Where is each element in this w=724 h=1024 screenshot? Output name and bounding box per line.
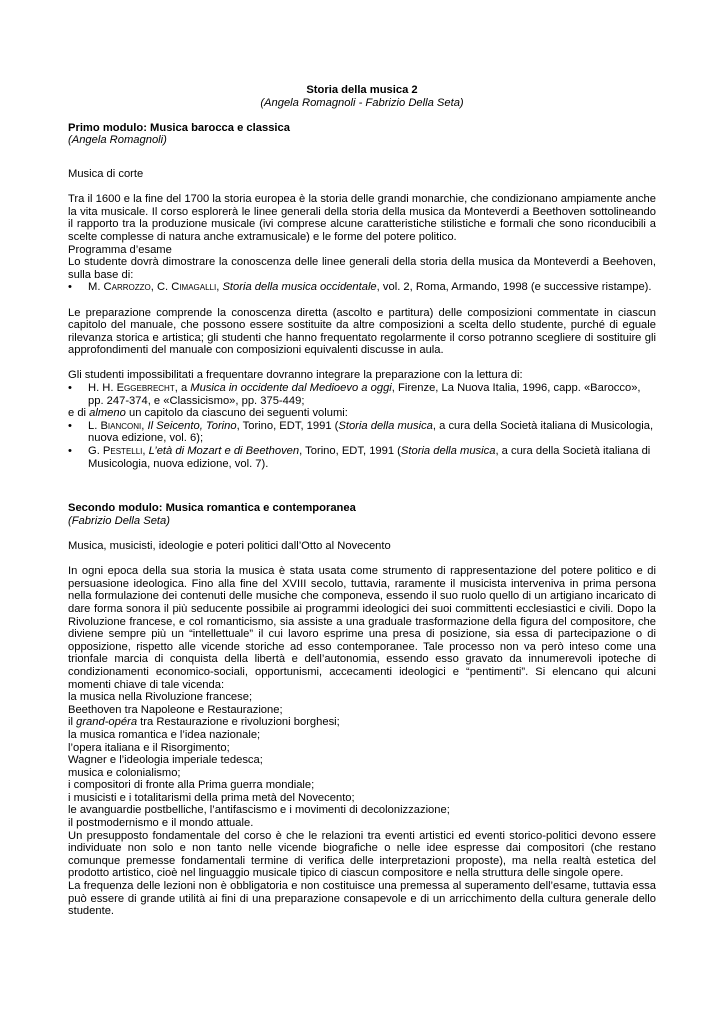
list-item: le avanguardie postbelliche, l’antifascismo e i movimenti di decolonizzazione; <box>68 804 450 817</box>
bullet-icon: • <box>68 419 72 432</box>
bibliography-item: • M. Carrozzo, C. Cimagalli, Storia della musica occidentale, vol. 2, Roma, Armando, 1998 (e successive ristampe). <box>68 281 652 294</box>
exam-text: Lo studente dovrà dimostrare la conoscenza delle linee generali della storia della musica da Monteverdi a Beehoven, sulla base di: <box>68 256 656 281</box>
bullet-icon: • <box>68 382 72 395</box>
bib-title: L’età di Mozart e di Beethoven <box>148 445 300 458</box>
module2-teacher: (Fabrizio Della Seta) <box>68 514 170 527</box>
preparation-text: Le preparazione comprende la conoscenza diretta (ascolto e partitura) delle composizioni commentate in ciascun capitolo del manuale, che possono essere sostituite da altre composizioni a scelta dello studente, purché di eguale rilevanza storica e artistica; gli studenti che hanno frequentato regolarmente il corso potranno scegliere di sostituire gli approfondimenti del manuale con composizioni equivalenti discusse in aula. <box>68 306 656 357</box>
bib-details: , a cura della Società italiana di Musicologia, nuova edizione, vol. 6); <box>88 419 654 445</box>
module1-heading: Primo modulo: Musica barocca e classica <box>68 121 290 134</box>
module1-intro: Tra il 1600 e la fine del 1700 la storia europea è la storia delle grandi monarchie, che condizionano ampiamente anche la vita musicale. Il corso esplorerà le linee generali della storia della musica da Monteverdi a Beethoven sottolineando il rapporto tra la produzione musicale (ivi comprese alcune caratteristiche stilistiche e formali che sono riconducibili a scelte complesse di natura anche extramusicale) e le forme del potere politico. <box>68 193 656 243</box>
bibliography-item: • L. Bianconi, Il Seicento, Torino, Torino, EDT, 1991 (Storia della musica, a cura della Società italiana di Musicologia, nuova edizione, vol. 6); <box>68 419 654 445</box>
bib-series: Storia della musica <box>338 419 433 432</box>
module2-heading: Secondo modulo: Musica romantica e contemporanea <box>68 502 356 515</box>
nonattending-text: Gli studenti impossibilitati a frequentare dovranno integrare la preparazione con la lettura di: <box>68 369 523 382</box>
bib-title: Storia della musica occidentale <box>222 281 377 294</box>
bib-details: , a cura della Società italiana di Musicologia, nuova edizione, vol. 7). <box>88 445 651 470</box>
document-page <box>68 84 656 918</box>
bib-title: Musica in occidente dal Medioevo a oggi <box>190 382 392 395</box>
list-item: i musicisti e i totalitarismi della prima metà del Novecento; <box>68 791 355 804</box>
bib-details: , vol. 2, Roma, Armando, 1998 (e successive ristampe). <box>376 281 652 294</box>
bib-authors: L. Bianconi <box>88 419 142 432</box>
list-item: Wagner e l’ideologia imperiale tedesca; <box>68 754 263 767</box>
module1-teacher: (Angela Romagnoli) <box>68 134 167 147</box>
bib-authors: G. Pestelli <box>88 445 143 458</box>
bib-series: Storia della musica <box>400 445 496 458</box>
module2-intro: In ogni epoca della sua storia la musica è stata usata come strumento di rappresentazione del potere politico e di persuasione ideologica. Fino alla fine del XVIII secolo, tuttavia, raramente il musicista interveniva in prima persona nella formulazione dei contenuti delle musiche che componeva, essendo il suo ruolo quello di un artigiano incaricato di dare forma sonora il più seducente possibile ai programmi ideologici dei suoi committenti ecclesiastici e civili. Dopo la Rivoluzione francese, e col romanticismo, sia assiste a una graduale trasformazione della figura del compositore, che diviene sempre più un “intellettuale” il cui lavoro esprime una presa di posizione, sia essa di partecipazione o di opposizione, rispetto alle vicende storiche ad esso contemporanee. Tale processo non va però inteso come una trionfale marcia di conquista della libertà e dell’autonomia, essendo esso gravato da innumerevoli ipoteche di condizionamenti economico-sociali, opportunismi, accecamenti ideologici e “pentimenti”. Si elencano qui alcuni momenti chiave di tale vicenda: <box>68 565 656 691</box>
premise-paragraph: Un presupposto fondamentale del corso è che le relazioni tra eventi artistici ed eventi storico-politici devono essere individuate non solo e non tanto nelle vicende biografiche o nelle idee espresse dai compositori (che restano comunque premesse fondamentali termine di verifica delle interpretazioni proposte), ma nella realtà estetica del prodotto artistico, cioè nel linguaggio musicale tipico di ciascun compositore e nella struttura delle singole opere. <box>68 829 656 880</box>
exam-label: Programma d’esame <box>68 243 172 256</box>
list-item: la musica romantica e l’idea nazionale; <box>68 728 261 741</box>
bibliography-item: • G. Pestelli, L’età di Mozart e di Beethoven, Torino, EDT, 1991 (Storia della musica, a cura della Società italiana di Musicologia, nuova edizione, vol. 7). <box>68 445 651 470</box>
bib-authors: H. H. Eggebrecht <box>88 382 175 395</box>
list-item: l’opera italiana e il Risorgimento; <box>68 741 230 754</box>
attendance-paragraph: La frequenza delle lezioni non è obbligatoria e non costituisce una premessa al superamento dell’esame, tuttavia essa può essere di grande utilità ai fini di una preparazione consapevole e di un arricchimento della cultura generale dello studente. <box>68 880 656 918</box>
list-item: i compositori di fronte alla Prima guerra mondiale; <box>68 779 315 792</box>
list-item: musica e colonialismo; <box>68 766 181 779</box>
module2-topic: Musica, musicisti, ideologie e poteri politici dall’Otto al Novecento <box>68 540 391 552</box>
bullet-icon: • <box>68 445 72 458</box>
moments-list <box>68 691 656 830</box>
bib-authors: M. Carrozzo, C. Cimagalli <box>88 281 217 294</box>
bib-details: , Firenze, La Nuova Italia, 1996, capp. «Barocco», pp. 247-374, e «Classicismo», pp. 375-449; <box>88 382 641 407</box>
list-item: il grand-opéra tra Restaurazione e rivoluzioni borghesi; <box>68 716 340 729</box>
bibliography-item: • H. H. Eggebrecht, a Musica in occidente dal Medioevo a oggi, Firenze, La Nuova Italia, 1996, capp. «Barocco», pp. 247-374, e «Classicismo», pp. 375-449; <box>68 382 641 407</box>
bullet-icon: • <box>68 281 72 294</box>
bib-title: Il Seicento, Torino <box>147 419 237 432</box>
module1-topic: Musica di corte <box>68 167 144 180</box>
list-item: il postmodernismo e il mondo attuale. <box>68 817 254 830</box>
course-authors: (Angela Romagnoli - Fabrizio Della Seta) <box>260 96 464 109</box>
almeno-line: e di almeno un capitolo da ciascuno dei seguenti volumi: <box>68 407 348 420</box>
course-title: Storia della musica 2 <box>306 84 418 96</box>
list-item: la musica nella Rivoluzione francese; <box>68 691 253 704</box>
list-item: Beethoven tra Napoleone e Restaurazione; <box>68 703 283 716</box>
